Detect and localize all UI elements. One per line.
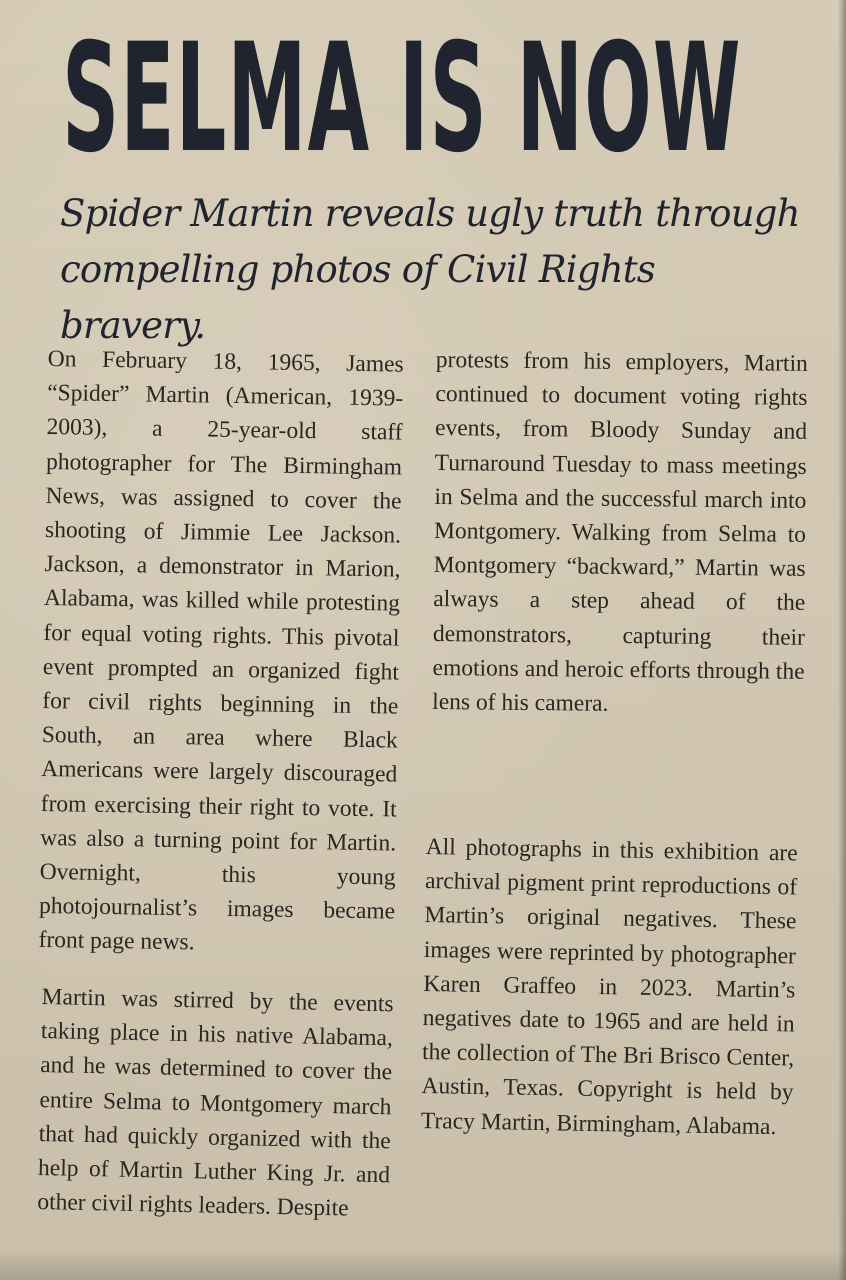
paragraph-text: protests from his employers, Martin continued to document voting rights events, from Bloody Sunday and Turnaround Tuesday to mass meetings in Selma and the successful march into Montgomery. Walking from Selma to Montgomery “backward,” Martin was always a step ahead of the demonstrators, capturing their emotions and heroic efforts through the lens of his camera. xyxy=(432,346,808,717)
panel-headline: SELMA IS NOW xyxy=(62,12,742,186)
body-paragraph-1 xyxy=(38,342,404,963)
paragraph-text: Martin was stirred by the events taking place in his native Alabama, and he was determined to cover the entire Selma to Montgomery march that had quickly organized with the help of Martin Luther King Jr. and other civil rights leaders. Despite xyxy=(37,983,394,1222)
body-paragraph-2 xyxy=(37,980,394,1227)
panel-edge-shadow xyxy=(838,0,846,1280)
credit-paragraph xyxy=(421,830,798,1144)
panel-bottom-shadow xyxy=(0,1250,846,1280)
panel-subheadline: Spider Martin reveals ugly truth through compelling photos of Civil Rights bravery. xyxy=(60,192,800,347)
paragraph-text: On February 18, 1965, James “Spider” Martin (American, 1939-2003), a 25-year-old staff photographer for The Birmingham News, was assigned to cover the shooting of Jimmie Lee Jackson. Jackson, a demonstrator in Marion, Alabama, was killed while protesting for equal voting rights. This pivotal event prompted an organized fight for civil rights beginning in the South, an area where Black Americans were largely discouraged from exercising their right to vote. It was also a turning point for Martin. Overnight, this young photojournalist’s images became front page news. xyxy=(38,345,404,956)
paragraph-text: All photographs in this exhibition are archival pigment print reproductions of Martin’s original negatives. These images were reprinted by photographer Karen Graffeo in 2023. Martin’s negatives date to 1965 and are held in the collection of The Bri Brisco Center, Austin, Texas. Copyright is held by Tracy Martin, Birmingham, Alabama. xyxy=(420,833,798,1140)
body-paragraph-3 xyxy=(432,343,808,723)
